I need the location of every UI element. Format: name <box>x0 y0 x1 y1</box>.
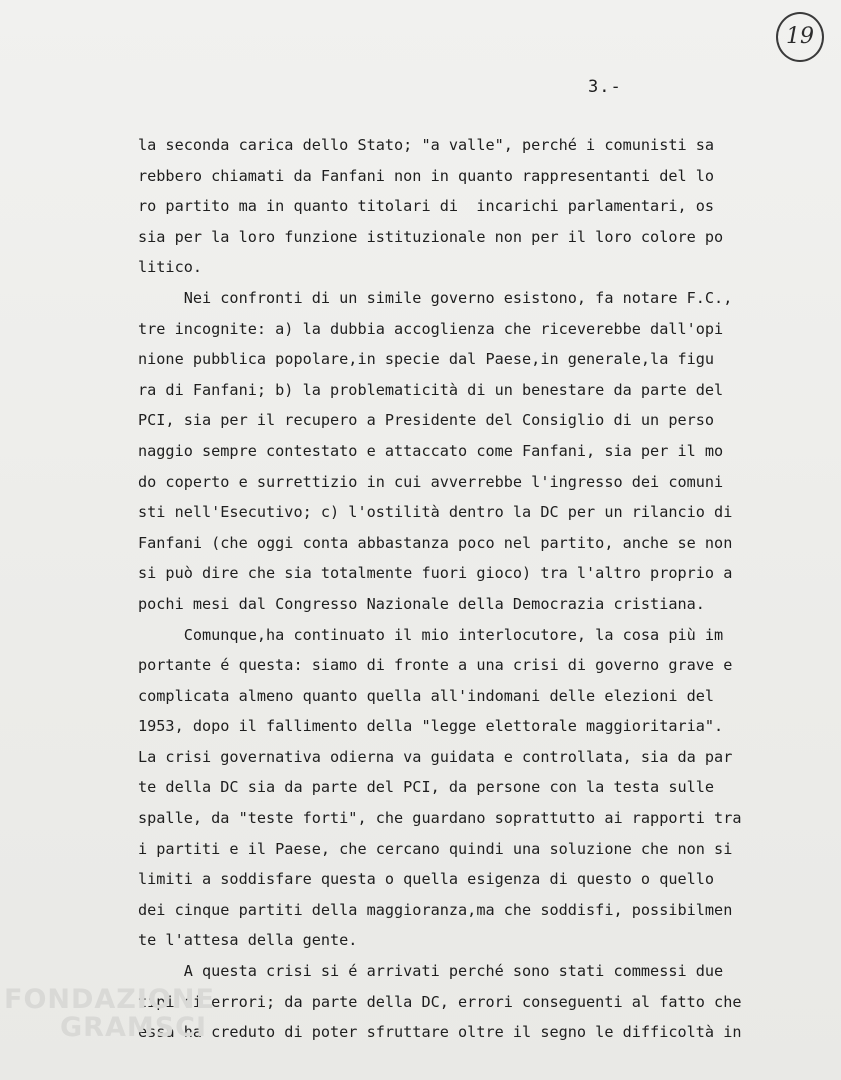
text-line: essa ha creduto di poter sfruttare oltre il segno le difficoltà in <box>138 1023 742 1042</box>
text-line: ra di Fanfani; b) la problematicità di un benestare da parte del <box>138 380 724 399</box>
watermark <box>4 986 215 1042</box>
text-line: tipi di errori; da parte della DC, errori conseguenti al fatto che <box>138 992 742 1011</box>
text-line: i partiti e il Paese, che cercano quindi una soluzione che non si <box>138 839 733 858</box>
text-line: litico. <box>138 258 203 277</box>
text-line: spalle, da "teste forti", che guardano soprattutto ai rapporti tra <box>138 809 742 828</box>
archive-stamp: 19 <box>776 12 824 62</box>
text-line: te l'attesa della gente. <box>138 931 358 950</box>
text-line: do coperto e surrettizio in cui avverrebbe l'ingresso dei comuni <box>138 472 724 491</box>
text-line: Nei confronti di un simile governo esistono, fa notare F.C., <box>138 288 733 307</box>
watermark-line-1: FONDAZIONE <box>4 984 215 1015</box>
text-line: 1953, dopo il fallimento della "legge elettorale maggioritaria". <box>138 717 724 736</box>
text-line: nione pubblica popolare,in specie dal Paese,in generale,la figu <box>138 350 715 369</box>
text-line: rebbero chiamati da Fanfani non in quanto rappresentanti del lo <box>138 166 715 185</box>
text-line: PCI, sia per il recupero a Presidente del Consiglio di un perso <box>138 411 715 430</box>
text-line: A questa crisi si é arrivati perché sono stati commessi due <box>138 962 724 981</box>
text-line: si può dire che sia totalmente fuori gioco) tra l'altro proprio a <box>138 564 733 583</box>
text-line: limiti a soddisfare questa o quella esigenza di questo o quello <box>138 870 715 889</box>
text-line: sia per la loro funzione istituzionale non per il loro colore po <box>138 227 724 246</box>
page-number: 3.- <box>588 77 622 97</box>
text-line: La crisi governativa odierna va guidata e controllata, sia da par <box>138 747 733 766</box>
text-line: ro partito ma in quanto titolari di incarichi parlamentari, os <box>138 197 715 216</box>
text-line: sti nell'Esecutivo; c) l'ostilità dentro la DC per un rilancio di <box>138 503 733 522</box>
text-line: portante é questa: siamo di fronte a una crisi di governo grave e <box>138 656 733 675</box>
text-line: la seconda carica dello Stato; "a valle", perché i comunisti sa <box>138 136 715 154</box>
text-line: complicata almeno quanto quella all'indomani delle elezioni del <box>138 686 715 705</box>
text-line: Comunque,ha continuato il mio interlocutore, la cosa più im <box>138 625 724 644</box>
text-line: te della DC sia da parte del PCI, da persone con la testa sulle <box>138 778 715 797</box>
text-line: Fanfani (che oggi conta abbastanza poco nel partito, anche se non <box>138 533 733 552</box>
watermark-line-2: GRAMSCI <box>60 1012 208 1043</box>
text-line: tre incognite: a) la dubbia accoglienza che riceverebbe dall'opi <box>138 319 724 338</box>
text-line: naggio sempre contestato e attaccato come Fanfani, sia per il mo <box>138 441 724 460</box>
typed-text-body <box>138 130 818 1048</box>
text-line: pochi mesi dal Congresso Nazionale della Democrazia cristiana. <box>138 594 705 613</box>
text-line: dei cinque partiti della maggioranza,ma che soddisfi, possibilmen <box>138 900 733 919</box>
